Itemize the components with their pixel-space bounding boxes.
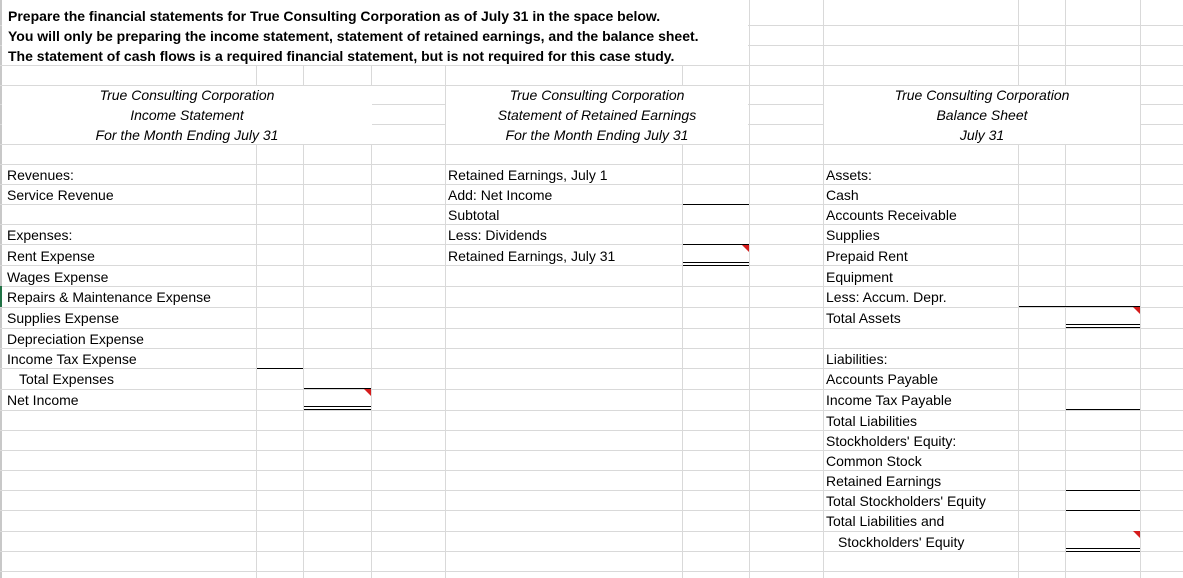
accounts-payable-label: Accounts Payable bbox=[826, 371, 939, 387]
row-gridline bbox=[0, 490, 1183, 491]
retained-earnings-underline bbox=[1066, 490, 1140, 491]
bs-retained-earnings-label: Retained Earnings bbox=[826, 473, 942, 489]
row-gridline bbox=[0, 244, 1183, 245]
total-expenses-underline bbox=[304, 388, 371, 389]
comment-flag-icon[interactable] bbox=[742, 245, 749, 252]
bs-period: July 31 bbox=[959, 127, 1005, 143]
repairs-expense-label[interactable]: Repairs & Maintenance Expense bbox=[7, 289, 211, 305]
revenues-label: Revenues: bbox=[7, 167, 74, 183]
supplies-expense-label: Supplies Expense bbox=[7, 310, 120, 326]
re-net-income-underline bbox=[683, 204, 749, 205]
total-expenses-label: Total Expenses bbox=[19, 371, 114, 387]
total-liab-equity-double-underline bbox=[1066, 548, 1140, 552]
wages-expense-label: Wages Expense bbox=[7, 269, 109, 285]
income-company-name: True Consulting Corporation bbox=[99, 87, 275, 103]
total-assets-label: Total Assets bbox=[826, 310, 901, 326]
re-ending-double-underline bbox=[683, 262, 749, 266]
re-title: Statement of Retained Earnings bbox=[497, 107, 697, 123]
total-liabilities-label: Total Liabilities bbox=[826, 413, 918, 429]
re-company-name: True Consulting Corporation bbox=[509, 87, 685, 103]
column-gridline bbox=[1140, 0, 1141, 578]
comment-flag-icon[interactable] bbox=[1133, 307, 1140, 314]
row-gridline bbox=[0, 531, 1183, 532]
bs-company-name: True Consulting Corporation bbox=[894, 87, 1070, 103]
row-gridline bbox=[0, 224, 1183, 225]
column-gridline bbox=[749, 0, 750, 578]
comment-flag-icon[interactable] bbox=[364, 389, 371, 396]
income-tax-payable-label: Income Tax Payable bbox=[826, 392, 952, 408]
row-gridline bbox=[0, 571, 1183, 572]
row-gridline bbox=[0, 450, 1183, 451]
row-gridline bbox=[0, 368, 1183, 369]
row-gridline bbox=[0, 470, 1183, 471]
instruction-line-1: Prepare the financial statements for True Consulting Corporation as of July 31 in the space below. bbox=[8, 8, 661, 24]
re-subtotal-label: Subtotal bbox=[448, 207, 500, 223]
instruction-line-3: The statement of cash flows is a required financial statement, but is not required for this case study. bbox=[8, 48, 675, 64]
stockholders-equity-label: Stockholders' Equity: bbox=[826, 433, 957, 449]
row-gridline bbox=[0, 389, 1183, 390]
re-beginning-label: Retained Earnings, July 1 bbox=[448, 167, 608, 183]
income-tax-underline bbox=[257, 368, 303, 369]
bs-title: Balance Sheet bbox=[936, 107, 1028, 123]
total-equity-underline bbox=[1066, 510, 1140, 511]
net-income-double-underline bbox=[304, 406, 371, 410]
total-liab-and-equity-label: Stockholders' Equity bbox=[838, 534, 965, 550]
row-gridline bbox=[0, 204, 1183, 205]
expenses-label: Expenses: bbox=[7, 227, 73, 243]
row-gridline bbox=[0, 348, 1183, 349]
row-gridline bbox=[0, 410, 1183, 411]
total-assets-double-underline bbox=[1066, 324, 1140, 328]
cash-label: Cash bbox=[826, 187, 859, 203]
depreciation-expense-label: Depreciation Expense bbox=[7, 331, 144, 347]
common-stock-label: Common Stock bbox=[826, 453, 922, 469]
equipment-label: Equipment bbox=[826, 269, 893, 285]
income-title: Income Statement bbox=[130, 107, 244, 123]
re-less-dividends-label: Less: Dividends bbox=[448, 227, 547, 243]
prepaid-rent-label: Prepaid Rent bbox=[826, 248, 908, 264]
income-period: For the Month Ending July 31 bbox=[95, 127, 279, 143]
service-revenue-label: Service Revenue bbox=[7, 187, 114, 203]
liabilities-label: Liabilities: bbox=[826, 351, 888, 367]
re-ending-label: Retained Earnings, July 31 bbox=[448, 248, 616, 264]
comment-flag-icon[interactable] bbox=[1133, 531, 1140, 538]
re-add-net-income-label: Add: Net Income bbox=[448, 187, 553, 203]
total-equity-label: Total Stockholders' Equity bbox=[826, 493, 986, 509]
supplies-label: Supplies bbox=[826, 227, 880, 243]
accum-depr-label: Less: Accum. Depr. bbox=[826, 289, 947, 305]
selected-cell-indicator bbox=[0, 286, 2, 307]
row-gridline bbox=[0, 551, 1183, 552]
total-liab-and-label: Total Liabilities and bbox=[826, 513, 945, 529]
row-gridline bbox=[0, 510, 1183, 511]
row-gridline bbox=[0, 430, 1183, 431]
income-tax-payable-underline bbox=[1066, 409, 1140, 410]
row-gridline bbox=[0, 307, 1183, 308]
accum-depr-underline bbox=[1019, 306, 1140, 307]
income-tax-expense-label: Income Tax Expense bbox=[7, 351, 137, 367]
instruction-line-2: You will only be preparing the income statement, statement of retained earnings, and the balance sheet. bbox=[8, 28, 699, 44]
re-period: For the Month Ending July 31 bbox=[505, 127, 689, 143]
accounts-receivable-label: Accounts Receivable bbox=[826, 207, 957, 223]
re-dividends-underline bbox=[683, 244, 749, 245]
assets-label: Assets: bbox=[826, 167, 872, 183]
row-gridline bbox=[0, 328, 1183, 329]
rent-expense-label: Rent Expense bbox=[7, 248, 95, 264]
net-income-label: Net Income bbox=[7, 392, 79, 408]
